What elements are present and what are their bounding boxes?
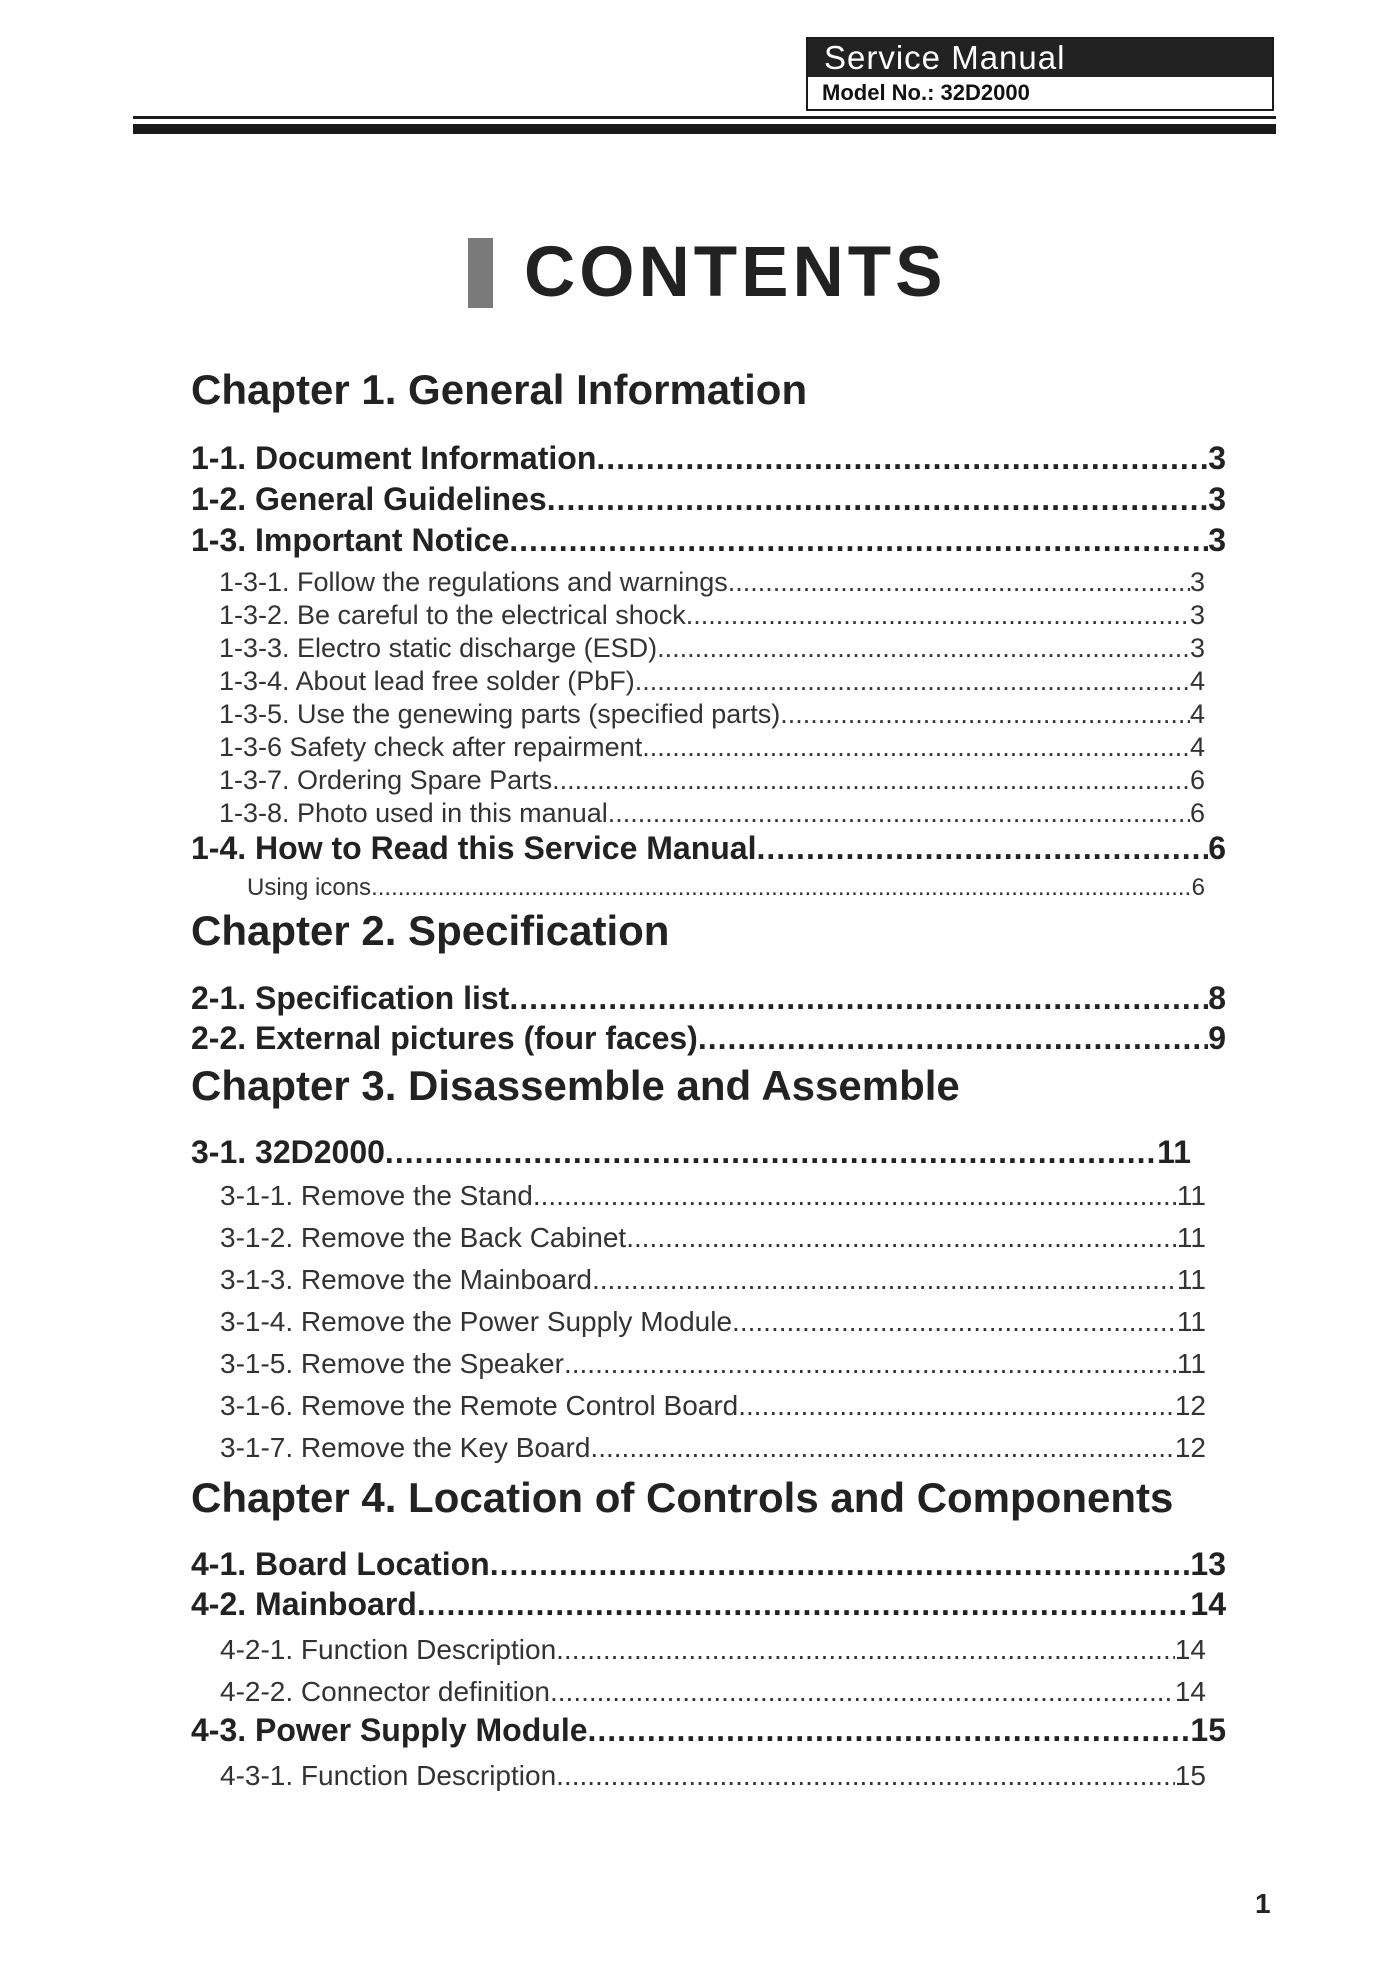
toc-page: 4 — [1189, 699, 1205, 729]
toc-entry-1-4[interactable] — [191, 830, 1226, 867]
toc-label: 1-2. General Guidelines — [191, 481, 547, 517]
toc-label: 4-1. Board Location — [191, 1546, 490, 1582]
chapter-4-title: Chapter 4. Location of Controls and Components — [191, 1474, 1174, 1521]
toc-page: 14 — [1174, 1676, 1206, 1707]
toc-label: 1-3. Important Notice — [191, 522, 510, 558]
toc-leader-dots — [590, 1432, 1174, 1464]
toc-leader-dots — [732, 1306, 1177, 1338]
toc-label: 4-3-1. Function Description — [220, 1760, 557, 1791]
toc-page: 3 — [1189, 567, 1205, 597]
toc-leader-dots — [780, 699, 1190, 730]
toc-entry-4-3[interactable] — [191, 1712, 1226, 1749]
chapter-3-title: Chapter 3. Disassemble and Assemble — [191, 1062, 960, 1109]
toc-page: 9 — [1208, 1020, 1226, 1056]
toc-label: 1-3-8. Photo used in this manual — [219, 798, 608, 828]
toc-page: 6 — [1189, 765, 1205, 795]
header-box — [806, 37, 1274, 111]
toc-leader-dots — [556, 1634, 1175, 1666]
header-model-number: Model No.: 32D2000 — [822, 80, 1030, 105]
toc-page: 15 — [1190, 1712, 1226, 1748]
toc-leader-dots — [657, 633, 1190, 664]
toc-entry-3-1-6[interactable] — [220, 1390, 1206, 1422]
toc-page: 6 — [1189, 798, 1205, 828]
toc-page: 6 — [1208, 830, 1226, 866]
toc-label: 3-1. 32D2000 — [191, 1134, 385, 1170]
toc-leader-dots — [490, 1546, 1191, 1583]
toc-leader-dots — [592, 1264, 1177, 1296]
toc-entry-using-icons[interactable] — [247, 874, 1205, 902]
toc-label: 3-1-4. Remove the Power Supply Module — [220, 1306, 733, 1337]
toc-leader-dots — [564, 1348, 1177, 1380]
toc-page: 4 — [1189, 666, 1205, 696]
toc-page: 3 — [1208, 481, 1226, 517]
toc-leader-dots — [417, 1586, 1191, 1623]
toc-leader-dots — [738, 1390, 1175, 1422]
page-number: 1 — [1255, 1888, 1271, 1919]
toc-label: 1-3-6 Safety check after repairment — [219, 732, 643, 762]
toc-label: 4-2. Mainboard — [191, 1586, 417, 1622]
toc-page: 14 — [1174, 1634, 1206, 1665]
toc-leader-dots — [686, 600, 1190, 631]
toc-leader-dots — [533, 1180, 1177, 1212]
contents-accent-bar — [468, 238, 493, 308]
toc-label: 3-1-2. Remove the Back Cabinet — [220, 1222, 627, 1253]
toc-label: 1-3-7. Ordering Spare Parts — [219, 765, 553, 795]
toc-label: 1-4. How to Read this Service Manual — [191, 830, 757, 866]
toc-page: 12 — [1174, 1432, 1206, 1463]
toc-leader-dots — [509, 522, 1208, 559]
toc-entry-1-3-5[interactable] — [219, 699, 1205, 730]
toc-entry-2-1[interactable] — [191, 980, 1226, 1017]
toc-page: 11 — [1157, 1134, 1191, 1170]
toc-label: Using icons — [247, 874, 372, 901]
toc-entry-4-3-1[interactable] — [220, 1760, 1206, 1792]
toc-page: 8 — [1208, 980, 1226, 1016]
toc-leader-dots — [728, 567, 1190, 598]
toc-entry-1-3[interactable] — [191, 522, 1226, 559]
toc-entry-3-1[interactable] — [191, 1134, 1191, 1171]
header-title: Service Manual — [808, 39, 1272, 77]
toc-page: 3 — [1208, 440, 1226, 476]
toc-label: 4-2-1. Function Description — [220, 1634, 557, 1665]
toc-leader-dots — [509, 980, 1208, 1017]
chapter-1-title: Chapter 1. General Information — [191, 366, 808, 413]
toc-entry-4-2-2[interactable] — [220, 1676, 1206, 1708]
toc-leader-dots — [608, 798, 1190, 829]
contents-title: CONTENTS — [524, 233, 947, 312]
toc-leader-dots — [596, 440, 1208, 477]
header-rule-thin — [133, 116, 1276, 119]
toc-entry-4-2-1[interactable] — [220, 1634, 1206, 1666]
toc-entry-3-1-4[interactable] — [220, 1306, 1206, 1338]
toc-entry-1-3-1[interactable] — [219, 567, 1205, 598]
toc-page: 11 — [1176, 1264, 1206, 1295]
toc-leader-dots — [635, 666, 1190, 697]
toc-page: 3 — [1189, 600, 1205, 630]
toc-page: 4 — [1189, 732, 1205, 762]
toc-page: 11 — [1176, 1306, 1206, 1337]
toc-page: 15 — [1174, 1760, 1206, 1791]
toc-leader-dots — [550, 1676, 1175, 1708]
toc-entry-1-3-4[interactable] — [219, 666, 1205, 697]
toc-entry-3-1-3[interactable] — [220, 1264, 1206, 1296]
toc-page: 13 — [1190, 1546, 1226, 1582]
toc-entry-1-3-2[interactable] — [219, 600, 1205, 631]
toc-page: 3 — [1189, 633, 1205, 663]
toc-page: 6 — [1191, 874, 1205, 901]
toc-leader-dots — [698, 1020, 1208, 1057]
toc-label: 2-1. Specification list — [191, 980, 510, 1016]
toc-entry-3-1-7[interactable] — [220, 1432, 1206, 1464]
toc-label: 4-2-2. Connector definition — [220, 1676, 550, 1707]
toc-entry-1-3-3[interactable] — [219, 633, 1205, 664]
toc-entry-1-3-6[interactable] — [219, 732, 1205, 763]
toc-label: 3-1-5. Remove the Speaker — [220, 1348, 564, 1379]
toc-label: 2-2. External pictures (four faces) — [191, 1020, 698, 1056]
toc-label: 1-1. Document Information — [191, 440, 597, 476]
toc-page: 11 — [1176, 1222, 1206, 1253]
toc-leader-dots — [626, 1222, 1177, 1254]
toc-page: 11 — [1176, 1348, 1206, 1379]
toc-leader-dots — [385, 1134, 1157, 1171]
toc-page: 12 — [1174, 1390, 1206, 1421]
toc-leader-dots — [547, 481, 1209, 518]
toc-label: 3-1-1. Remove the Stand — [220, 1180, 533, 1211]
toc-entry-1-3-8[interactable] — [219, 798, 1205, 829]
toc-label: 1-3-4. About lead free solder (PbF) — [219, 666, 635, 696]
toc-entry-3-1-5[interactable] — [220, 1348, 1206, 1380]
toc-page: 14 — [1190, 1586, 1226, 1622]
toc-leader-dots — [588, 1712, 1191, 1749]
toc-label: 1-3-5. Use the genewing parts (specified parts) — [219, 699, 781, 729]
toc-label: 3-1-7. Remove the Key Board — [220, 1432, 591, 1463]
toc-entry-1-1[interactable] — [191, 440, 1226, 477]
toc-entry-2-2[interactable] — [191, 1020, 1226, 1057]
toc-page: 3 — [1208, 522, 1226, 558]
toc-leader-dots — [642, 732, 1190, 763]
header-rule-thick — [133, 124, 1276, 134]
toc-label: 1-3-3. Electro static discharge (ESD) — [219, 633, 658, 663]
toc-label: 3-1-3. Remove the Mainboard — [220, 1264, 592, 1295]
toc-entry-1-2[interactable] — [191, 481, 1226, 518]
toc-entry-3-1-2[interactable] — [220, 1222, 1206, 1254]
chapter-2-title: Chapter 2. Specification — [191, 907, 670, 954]
toc-leader-dots — [552, 765, 1190, 796]
toc-entry-4-1[interactable] — [191, 1546, 1226, 1583]
toc-label: 4-3. Power Supply Module — [191, 1712, 588, 1748]
toc-entry-3-1-1[interactable] — [220, 1180, 1206, 1212]
toc-entry-4-2[interactable] — [191, 1586, 1226, 1623]
toc-leader-dots — [371, 874, 1192, 902]
toc-label: 1-3-2. Be careful to the electrical shock — [219, 600, 686, 630]
toc-page: 11 — [1176, 1180, 1206, 1211]
toc-label: 3-1-6. Remove the Remote Control Board — [220, 1390, 739, 1421]
toc-label: 1-3-1. Follow the regulations and warnings — [219, 567, 728, 597]
toc-leader-dots — [556, 1760, 1175, 1792]
toc-entry-1-3-7[interactable] — [219, 765, 1205, 796]
toc-leader-dots — [756, 830, 1208, 867]
